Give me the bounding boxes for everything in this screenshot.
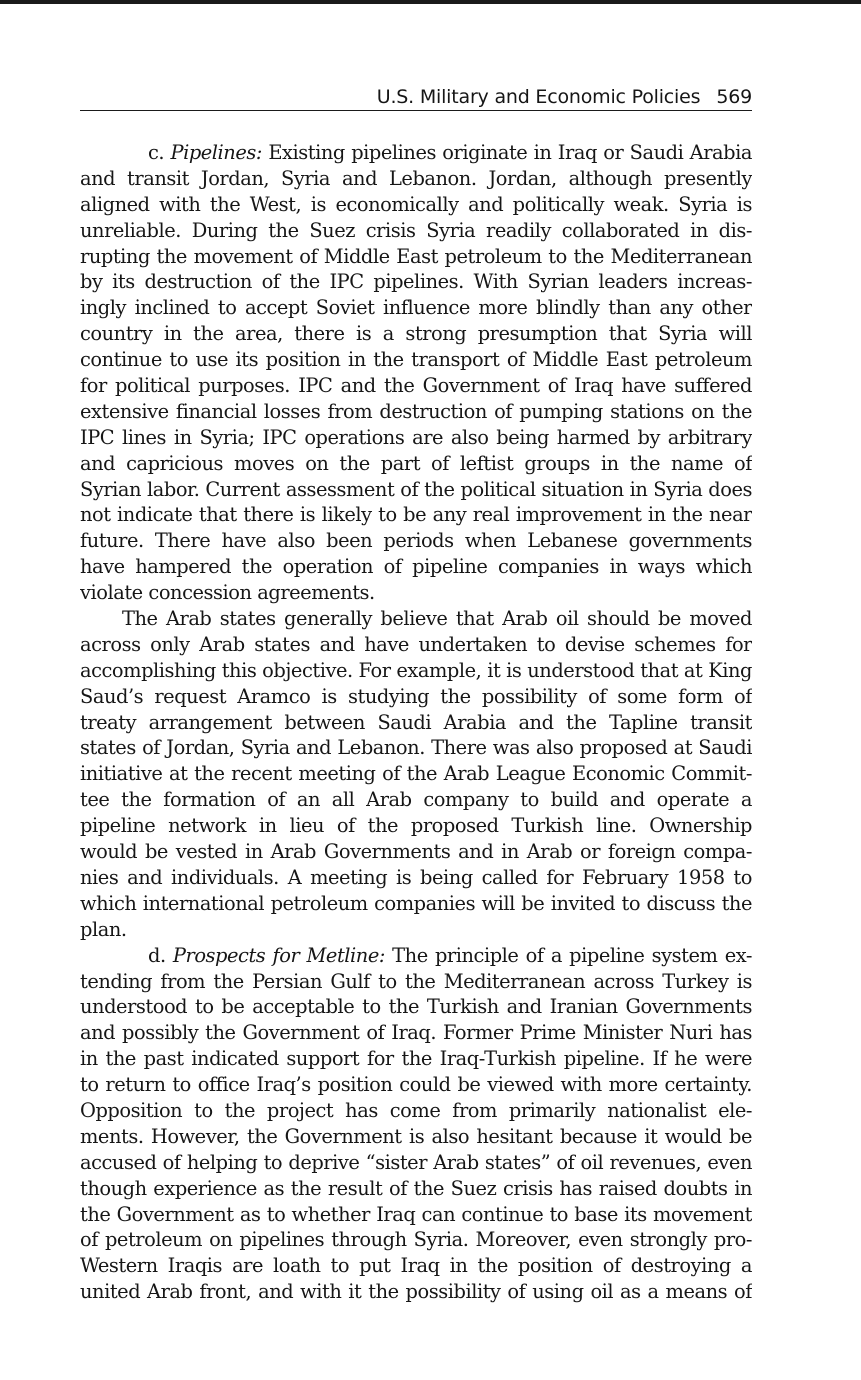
text-line xyxy=(80,606,752,632)
running-title: U.S. Military and Economic Policies xyxy=(376,86,701,108)
text-run: treaty arrangement between Saudi Arabia and the Tapline transit xyxy=(80,710,752,734)
scan-top-edge xyxy=(0,0,861,4)
text-line xyxy=(80,192,752,218)
text-run: Opposition to the project has come from primarily nationalist ele- xyxy=(80,1098,752,1122)
text-run: in the past indicated support for the Iraq-Turkish pipeline. If he were xyxy=(80,1047,752,1071)
text-run: tending from the Persian Gulf to the Mediterranean across Turkey is xyxy=(80,969,752,993)
text-line xyxy=(80,710,752,736)
text-line xyxy=(80,244,752,270)
text-run: continue to use its position in the transport of Middle East petroleum xyxy=(80,348,752,372)
text-run: Syrian labor. Current assessment of the political situation in Syria does xyxy=(80,477,752,501)
text-line xyxy=(80,787,752,813)
text-line xyxy=(80,1098,752,1124)
text-line xyxy=(80,839,752,865)
text-line xyxy=(80,891,752,917)
text-line xyxy=(80,1176,752,1202)
text-line xyxy=(80,399,752,425)
text-run: violate concession agreements. xyxy=(80,581,375,605)
text-line xyxy=(80,1046,752,1072)
text-run: tee the formation of an all Arab company to build and operate a xyxy=(80,788,752,812)
text-line xyxy=(80,917,752,943)
text-run: ingly inclined to accept Soviet influence more blindly than any other xyxy=(80,296,752,320)
text-line xyxy=(80,969,752,995)
text-run: accused of helping to deprive “sister Arab states” of oil revenues, even xyxy=(80,1150,752,1174)
text-run: across only Arab states and have undertaken to devise schemes for xyxy=(80,632,752,656)
text-run: states of Jordan, Syria and Lebanon. There was also proposed at Saudi xyxy=(80,736,752,760)
text-line xyxy=(80,1150,752,1176)
text-run: Saud’s request Aramco is studying the possibility of some form of xyxy=(80,684,752,708)
text-run: would be vested in Arab Governments and in Arab or foreign compa- xyxy=(80,840,752,864)
text-run: which international petroleum companies will be invited to discuss the xyxy=(80,891,752,915)
text-line xyxy=(80,1124,752,1150)
text-line xyxy=(80,658,752,684)
text-line xyxy=(80,425,752,451)
text-run: and transit Jordan, Syria and Lebanon. Jordan, although presently xyxy=(80,166,752,190)
text-run: of petroleum on pipelines through Syria. Moreover, even strongly pro- xyxy=(80,1228,752,1252)
text-line xyxy=(80,1279,752,1305)
text-run: ments. However, the Government is also hesitant because it would be xyxy=(80,1124,752,1148)
text-line xyxy=(80,166,752,192)
text-run: The Arab states generally believe that Arab oil should be moved xyxy=(122,607,752,631)
text-line xyxy=(80,684,752,710)
text-line xyxy=(80,1253,752,1279)
text-line xyxy=(80,813,752,839)
text-run: to return to office Iraq’s position could be viewed with more certainty. xyxy=(80,1073,752,1097)
text-run: Western Iraqis are loath to put Iraq in the position of destroying a xyxy=(80,1254,752,1278)
text-line xyxy=(80,218,752,244)
text-line xyxy=(80,1072,752,1098)
text-run: country in the area, there is a strong presumption that Syria will xyxy=(80,322,752,346)
text-run: d. xyxy=(148,943,173,967)
text-run: by its destruction of the IPC pipelines. With Syrian leaders increas- xyxy=(80,270,752,294)
text-run: extensive financial losses from destruction of pumping stations on the xyxy=(80,399,752,423)
text-line xyxy=(80,761,752,787)
text-run: have hampered the operation of pipeline companies in ways which xyxy=(80,555,752,579)
text-line xyxy=(80,1227,752,1253)
text-run: for political purposes. IPC and the Government of Iraq have suffered xyxy=(80,374,752,398)
text-line xyxy=(80,321,752,347)
text-run: nies and individuals. A meeting is being called for February 1958 to xyxy=(80,865,752,889)
text-run: though experience as the result of the Suez crisis has raised doubts in xyxy=(80,1176,752,1200)
text-run: united Arab front, and with it the possibility of using oil as a means of xyxy=(80,1280,752,1304)
text-line xyxy=(80,140,752,166)
running-head xyxy=(80,86,752,111)
section-heading-italic: Pipelines: xyxy=(170,141,262,164)
text-run: pipeline network in lieu of the proposed Turkish line. Ownership xyxy=(80,814,752,838)
text-run: Existing pipelines originate in Iraq or Saudi Arabia xyxy=(261,141,752,164)
text-line xyxy=(80,1202,752,1228)
text-run: not indicate that there is likely to be any real improvement in the near xyxy=(80,503,752,527)
text-run: The principle of a pipeline system ex- xyxy=(384,943,752,967)
text-run: understood to be acceptable to the Turkish and Iranian Governments xyxy=(80,995,752,1019)
text-line xyxy=(80,632,752,658)
section-heading-italic: Prospects for Metline: xyxy=(172,943,385,967)
text-line xyxy=(80,269,752,295)
page-body xyxy=(80,140,752,1305)
text-line xyxy=(80,528,752,554)
text-run: unreliable. During the Suez crisis Syria readily collaborated in dis- xyxy=(80,218,752,242)
text-line xyxy=(80,943,752,969)
text-run: initiative at the recent meeting of the Arab League Economic Commit- xyxy=(80,762,752,786)
text-line xyxy=(80,502,752,528)
text-line xyxy=(80,580,752,606)
text-run: rupting the movement of Middle East petroleum to the Mediterranean xyxy=(80,244,752,268)
text-run: the Government as to whether Iraq can continue to base its movement xyxy=(80,1202,752,1226)
text-run: and possibly the Government of Iraq. Former Prime Minister Nuri has xyxy=(80,1021,752,1045)
text-line xyxy=(80,373,752,399)
text-run: accomplishing this objective. For example, it is understood that at King xyxy=(80,658,752,682)
text-line xyxy=(80,347,752,373)
text-line xyxy=(80,477,752,503)
text-run: aligned with the West, is economically and politically weak. Syria is xyxy=(80,192,752,216)
text-line xyxy=(80,994,752,1020)
text-line xyxy=(80,451,752,477)
text-line xyxy=(80,295,752,321)
text-line xyxy=(80,865,752,891)
text-run: IPC lines in Syria; IPC operations are also being harmed by arbitrary xyxy=(80,425,752,449)
text-line xyxy=(80,735,752,761)
text-line xyxy=(80,1020,752,1046)
text-run: c. xyxy=(148,141,171,164)
text-run: future. There have also been periods when Lebanese governments xyxy=(80,529,752,553)
text-line xyxy=(80,554,752,580)
page-number: 569 xyxy=(716,86,752,108)
text-run: and capricious moves on the part of leftist groups in the name of xyxy=(80,451,752,475)
text-run: plan. xyxy=(80,917,127,941)
